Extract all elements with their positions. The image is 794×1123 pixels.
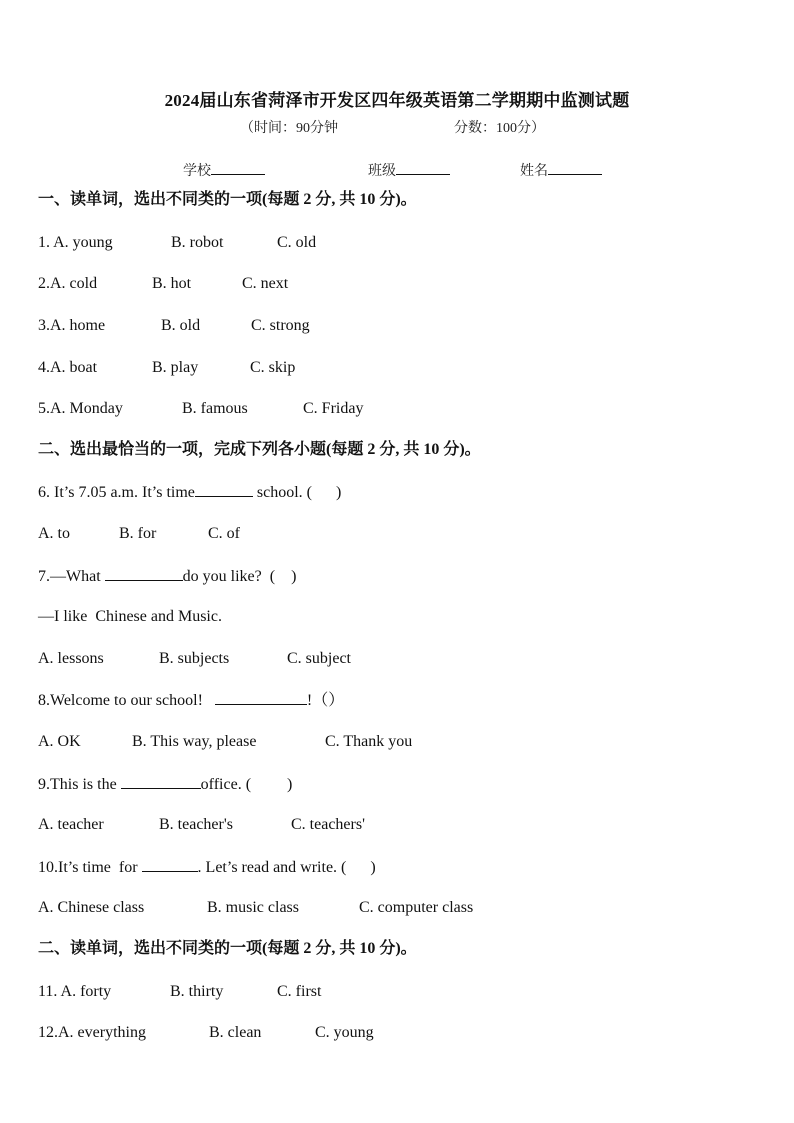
question-9-blank[interactable] — [121, 774, 201, 789]
question-4-option-a: 4.A. boat — [38, 359, 98, 376]
question-7-option-a: A. lessons — [38, 650, 104, 667]
question-11-option-c: C. first — [277, 983, 322, 1000]
question-7-stem-start: 7.—What — [38, 568, 105, 585]
question-7-stem — [38, 566, 296, 587]
question-8-stem-end: !（） — [306, 692, 345, 709]
question-8-stem-start: 8.Welcome to our school! — [38, 692, 215, 709]
question-4-option-c: C. skip — [250, 359, 296, 376]
question-8-stem — [38, 690, 344, 711]
question-12-option-b: B. clean — [209, 1024, 262, 1041]
question-8-option-b: B. This way, please — [132, 733, 257, 750]
question-4-option-b: B. play — [152, 359, 199, 376]
question-8-option-c: C. Thank you — [325, 733, 413, 750]
name-field — [520, 160, 602, 180]
question-8-blank[interactable] — [215, 690, 307, 705]
question-12-option-c: C. young — [315, 1024, 374, 1041]
question-8-option-a: A. OK — [38, 733, 81, 750]
school-blank[interactable] — [211, 162, 265, 175]
question-6-option-c: C. of — [208, 525, 240, 542]
question-6-blank[interactable] — [195, 482, 253, 497]
question-6-stem — [38, 482, 341, 503]
question-9-option-a: A. teacher — [38, 816, 104, 833]
question-9-stem — [38, 774, 292, 795]
exam-time: （时间：90分钟 — [240, 121, 338, 136]
school-field — [183, 160, 265, 180]
section-heading-2: 二、选出最恰当的一项，完成下列各小题(每题 2 分, 共 10 分)。 — [38, 441, 481, 458]
question-11-option-a: 11. A. forty — [38, 983, 112, 1000]
question-1-option-c: C. old — [277, 234, 317, 251]
question-5-option-b: B. famous — [182, 400, 248, 417]
question-7-stem-end: do you like? ( ) — [182, 568, 297, 585]
question-1-option-a: 1. A. young — [38, 234, 113, 251]
question-7-option-c: C. subject — [287, 650, 351, 667]
class-field — [368, 160, 450, 180]
question-3-option-c: C. strong — [251, 317, 310, 334]
question-2-option-a: 2.A. cold — [38, 275, 98, 292]
name-label: 姓名 — [520, 164, 548, 179]
question-10-option-a: A. Chinese class — [38, 899, 145, 916]
class-blank[interactable] — [396, 162, 450, 175]
question-5-option-c: C. Friday — [303, 400, 364, 417]
question-3-option-b: B. old — [161, 317, 201, 334]
question-7-option-b: B. subjects — [159, 650, 230, 667]
question-12-option-a: 12.A. everything — [38, 1024, 146, 1041]
question-2-option-b: B. hot — [152, 275, 192, 292]
question-2-option-c: C. next — [242, 275, 289, 292]
page-title: 2024届山东省菏泽市开发区四年级英语第二学期期中监测试题 — [164, 91, 630, 110]
question-10-stem-end: . Let’s read and write. ( ) — [197, 859, 376, 876]
question-9-option-c: C. teachers' — [291, 816, 365, 833]
class-label: 班级 — [368, 164, 396, 179]
question-7-reply: —I like Chinese and Music. — [38, 608, 222, 625]
question-10-stem — [38, 857, 376, 878]
question-5-option-a: 5.A. Monday — [38, 400, 123, 417]
question-9-stem-end: office. ( ) — [200, 776, 293, 793]
question-10-stem-start: 10.It’s time for — [38, 859, 142, 876]
question-3-option-a: 3.A. home — [38, 317, 106, 334]
question-10-option-c: C. computer class — [359, 899, 474, 916]
section-heading-3: 二、读单词，选出不同类的一项(每题 2 分, 共 10 分)。 — [38, 940, 417, 957]
school-label: 学校 — [183, 164, 211, 179]
question-9-option-b: B. teacher's — [159, 816, 233, 833]
question-10-blank[interactable] — [142, 857, 198, 872]
exam-score: 分数：100分） — [454, 121, 545, 136]
question-11-option-b: B. thirty — [170, 983, 224, 1000]
name-blank[interactable] — [548, 162, 602, 175]
question-6-stem-start: 6. It’s 7.05 a.m. It’s time — [38, 484, 195, 501]
question-7-blank[interactable] — [105, 566, 183, 581]
question-9-stem-start: 9.This is the — [38, 776, 121, 793]
question-6-option-a: A. to — [38, 525, 70, 542]
question-1-option-b: B. robot — [171, 234, 224, 251]
section-heading-1: 一、读单词，选出不同类的一项(每题 2 分, 共 10 分)。 — [38, 191, 417, 208]
question-6-option-b: B. for — [119, 525, 157, 542]
question-10-option-b: B. music class — [207, 899, 299, 916]
question-6-stem-end: school. ( ) — [252, 484, 342, 501]
